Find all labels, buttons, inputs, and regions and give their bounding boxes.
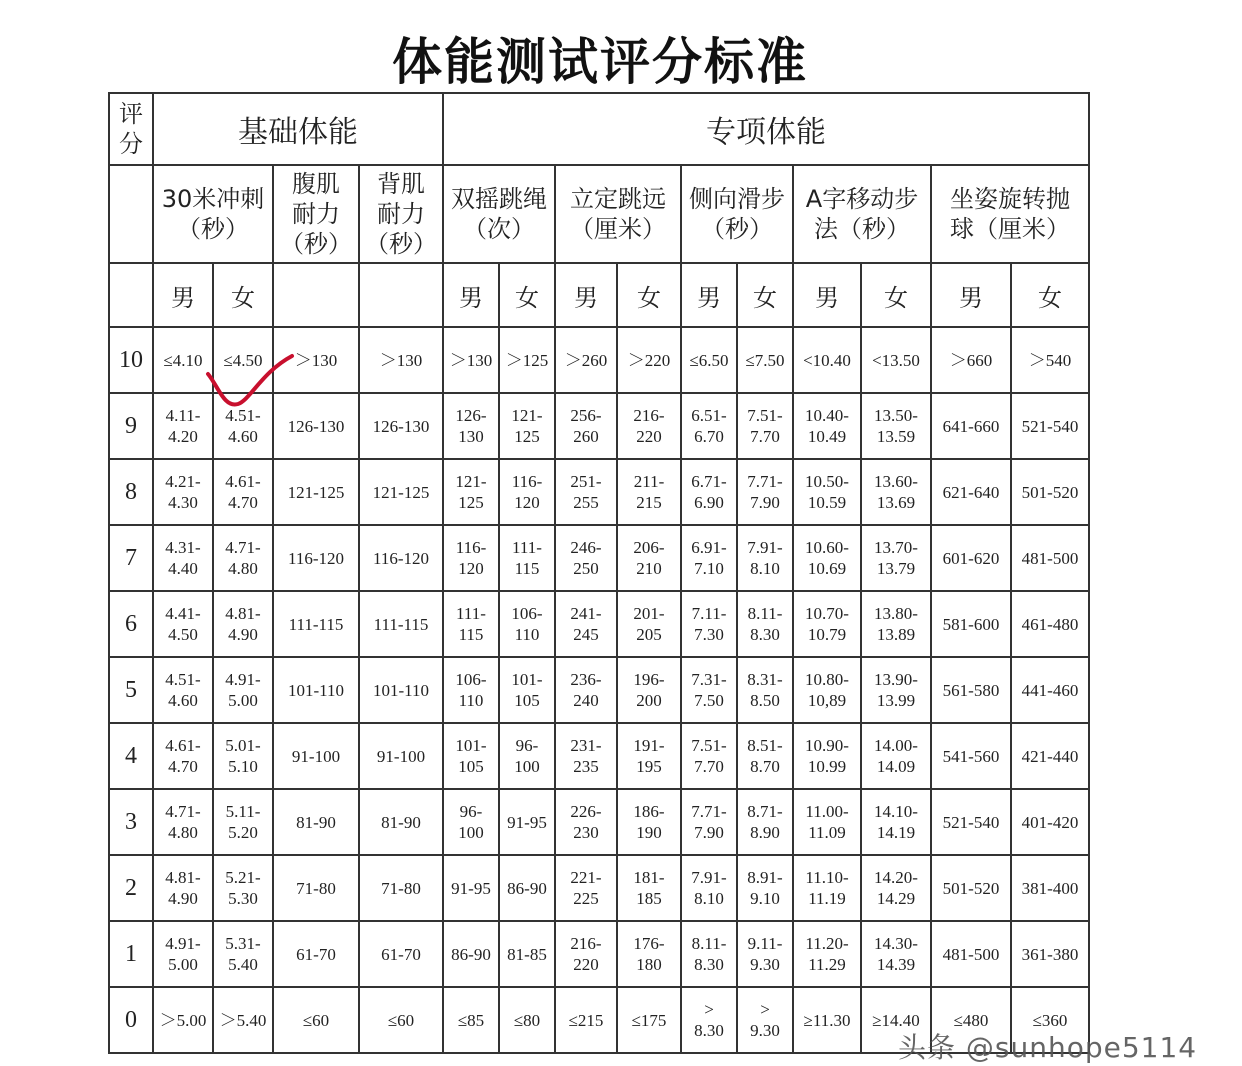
table-cell: 121- 125 bbox=[443, 459, 499, 525]
table-cell: 11.20- 11.29 bbox=[793, 921, 861, 987]
page-title: 体能测试评分标准 bbox=[392, 33, 808, 91]
table-cell: 91-100 bbox=[359, 723, 443, 789]
table-cell: 246- 250 bbox=[555, 525, 617, 591]
table-cell: 226- 230 bbox=[555, 789, 617, 855]
table-cell: ≤4.10 bbox=[153, 327, 213, 393]
score-value: 4 bbox=[109, 723, 153, 789]
table-cell: 7.71- 7.90 bbox=[737, 459, 793, 525]
table-cell: 461-480 bbox=[1011, 591, 1089, 657]
table-row bbox=[109, 525, 1089, 591]
table-cell: 13.90- 13.99 bbox=[861, 657, 931, 723]
table-cell: 71-80 bbox=[359, 855, 443, 921]
score-value: 6 bbox=[109, 591, 153, 657]
table-cell: 206- 210 bbox=[617, 525, 681, 591]
table-cell: 10.50- 10.59 bbox=[793, 459, 861, 525]
table-cell: 236- 240 bbox=[555, 657, 617, 723]
table-cell: 81-90 bbox=[359, 789, 443, 855]
score-value: 0 bbox=[109, 987, 153, 1053]
table-cell: ≤85 bbox=[443, 987, 499, 1053]
table-cell: 221- 225 bbox=[555, 855, 617, 921]
table-cell: 581-600 bbox=[931, 591, 1011, 657]
table-cell: 4.31- 4.40 bbox=[153, 525, 213, 591]
table-cell: 8.11- 8.30 bbox=[681, 921, 737, 987]
sex-female: 女 bbox=[617, 263, 681, 327]
score-header: 评 分 bbox=[109, 93, 153, 165]
table-cell: 10.40- 10.49 bbox=[793, 393, 861, 459]
table-cell: 4.71- 4.80 bbox=[213, 525, 273, 591]
table-cell: 541-560 bbox=[931, 723, 1011, 789]
table-cell: 4.21- 4.30 bbox=[153, 459, 213, 525]
score-value: 10 bbox=[109, 327, 153, 393]
blank-cell bbox=[109, 165, 153, 263]
table-cell: ≤4.50 bbox=[213, 327, 273, 393]
table-cell: ≤60 bbox=[359, 987, 443, 1053]
table-row bbox=[109, 789, 1089, 855]
item-sprint-30m: 30米冲刺 （秒） bbox=[153, 165, 273, 263]
table-cell: ＞130 bbox=[273, 327, 359, 393]
table-cell: 421-440 bbox=[1011, 723, 1089, 789]
table-cell: ＞5.00 bbox=[153, 987, 213, 1053]
table-cell: 7.51- 7.70 bbox=[681, 723, 737, 789]
table-cell: 14.00- 14.09 bbox=[861, 723, 931, 789]
table-cell: 601-620 bbox=[931, 525, 1011, 591]
table-cell: 116- 120 bbox=[443, 525, 499, 591]
table-cell: 101-110 bbox=[273, 657, 359, 723]
table-cell: 126-130 bbox=[273, 393, 359, 459]
table-cell: 176- 180 bbox=[617, 921, 681, 987]
table-cell: 14.30- 14.39 bbox=[861, 921, 931, 987]
table-cell: 361-380 bbox=[1011, 921, 1089, 987]
watermark: 头条 @sunhope5114 bbox=[898, 1031, 1198, 1064]
table-cell: ≤480 bbox=[931, 987, 1011, 1053]
table-cell: ＞220 bbox=[617, 327, 681, 393]
table-cell: 13.70- 13.79 bbox=[861, 525, 931, 591]
table-cell: 10.70- 10.79 bbox=[793, 591, 861, 657]
table-cell: 501-520 bbox=[931, 855, 1011, 921]
table-cell: > 8.30 bbox=[681, 987, 737, 1053]
blank-cell bbox=[273, 263, 359, 327]
table-cell: 6.51- 6.70 bbox=[681, 393, 737, 459]
table-cell: 241- 245 bbox=[555, 591, 617, 657]
table-row bbox=[109, 459, 1089, 525]
table-row bbox=[109, 855, 1089, 921]
table-cell: 7.51- 7.70 bbox=[737, 393, 793, 459]
group-special-header: 专项体能 bbox=[443, 93, 1089, 165]
table-cell: ＞260 bbox=[555, 327, 617, 393]
group-basic-header: 基础体能 bbox=[153, 93, 443, 165]
table-cell: 6.91- 7.10 bbox=[681, 525, 737, 591]
table-cell: 211- 215 bbox=[617, 459, 681, 525]
table-row bbox=[109, 591, 1089, 657]
table-cell: 9.11- 9.30 bbox=[737, 921, 793, 987]
table-cell: 71-80 bbox=[273, 855, 359, 921]
table-cell: 4.81- 4.90 bbox=[213, 591, 273, 657]
table-cell: ＞5.40 bbox=[213, 987, 273, 1053]
table-cell: 111-115 bbox=[359, 591, 443, 657]
table-cell: 521-540 bbox=[1011, 393, 1089, 459]
table-cell: ≤215 bbox=[555, 987, 617, 1053]
table-cell: 621-640 bbox=[931, 459, 1011, 525]
table-cell: 231- 235 bbox=[555, 723, 617, 789]
table-cell: 521-540 bbox=[931, 789, 1011, 855]
sex-female: 女 bbox=[1011, 263, 1089, 327]
table-cell: 5.21- 5.30 bbox=[213, 855, 273, 921]
table-cell: ≤175 bbox=[617, 987, 681, 1053]
score-value: 7 bbox=[109, 525, 153, 591]
table-cell: 11.10- 11.19 bbox=[793, 855, 861, 921]
item-back-endurance: 背肌 耐力 （秒） bbox=[359, 165, 443, 263]
table-cell: 8.91- 9.10 bbox=[737, 855, 793, 921]
table-cell: 381-400 bbox=[1011, 855, 1089, 921]
score-value: 3 bbox=[109, 789, 153, 855]
table-cell: 101-110 bbox=[359, 657, 443, 723]
table-cell: 13.80- 13.89 bbox=[861, 591, 931, 657]
table-cell: 4.61- 4.70 bbox=[153, 723, 213, 789]
blank-cell bbox=[109, 263, 153, 327]
table-cell: > 9.30 bbox=[737, 987, 793, 1053]
item-standing-jump: 立定跳远 （厘米） bbox=[555, 165, 681, 263]
table-cell: 4.91- 5.00 bbox=[213, 657, 273, 723]
table-cell: 10.90- 10.99 bbox=[793, 723, 861, 789]
table-cell: 121- 125 bbox=[499, 393, 555, 459]
sex-male: 男 bbox=[153, 263, 213, 327]
table-cell: 4.11- 4.20 bbox=[153, 393, 213, 459]
table-cell: 7.31- 7.50 bbox=[681, 657, 737, 723]
table-cell: 401-420 bbox=[1011, 789, 1089, 855]
item-side-shuffle: 侧向滑步 （秒） bbox=[681, 165, 793, 263]
table-cell: ≥11.30 bbox=[793, 987, 861, 1053]
table-cell: 481-500 bbox=[931, 921, 1011, 987]
table-cell: 256- 260 bbox=[555, 393, 617, 459]
table-cell: 10.80- 10,89 bbox=[793, 657, 861, 723]
table-cell: ≤60 bbox=[273, 987, 359, 1053]
table-cell: ≤7.50 bbox=[737, 327, 793, 393]
table-cell: 196- 200 bbox=[617, 657, 681, 723]
table-cell: 216- 220 bbox=[617, 393, 681, 459]
table-cell: 5.01- 5.10 bbox=[213, 723, 273, 789]
table-cell: 7.91- 8.10 bbox=[681, 855, 737, 921]
table-cell: 7.91- 8.10 bbox=[737, 525, 793, 591]
table-cell: 501-520 bbox=[1011, 459, 1089, 525]
table-cell: 116- 120 bbox=[499, 459, 555, 525]
table-cell: 96- 100 bbox=[499, 723, 555, 789]
table-cell: 86-90 bbox=[443, 921, 499, 987]
table-cell: ＞130 bbox=[443, 327, 499, 393]
table-cell: 61-70 bbox=[359, 921, 443, 987]
table-cell: 111- 115 bbox=[499, 525, 555, 591]
table-cell: 4.61- 4.70 bbox=[213, 459, 273, 525]
table-cell: ＞130 bbox=[359, 327, 443, 393]
table-cell: <10.40 bbox=[793, 327, 861, 393]
table-row bbox=[109, 657, 1089, 723]
table-cell: 14.10- 14.19 bbox=[861, 789, 931, 855]
table-cell: 8.51- 8.70 bbox=[737, 723, 793, 789]
table-cell: 191- 195 bbox=[617, 723, 681, 789]
table-cell: 8.71- 8.90 bbox=[737, 789, 793, 855]
score-value: 9 bbox=[109, 393, 153, 459]
table-row bbox=[109, 723, 1089, 789]
sex-male: 男 bbox=[443, 263, 499, 327]
blank-cell bbox=[359, 263, 443, 327]
table-cell: 111-115 bbox=[273, 591, 359, 657]
table-cell: 186- 190 bbox=[617, 789, 681, 855]
table-cell: 61-70 bbox=[273, 921, 359, 987]
sex-male: 男 bbox=[555, 263, 617, 327]
sex-male: 男 bbox=[793, 263, 861, 327]
table-cell: 4.51- 4.60 bbox=[153, 657, 213, 723]
table-cell: 121-125 bbox=[273, 459, 359, 525]
table-cell: 13.60- 13.69 bbox=[861, 459, 931, 525]
table-cell: 561-580 bbox=[931, 657, 1011, 723]
table-cell: 106- 110 bbox=[499, 591, 555, 657]
table-cell: 111- 115 bbox=[443, 591, 499, 657]
sex-male: 男 bbox=[681, 263, 737, 327]
table-cell: 441-460 bbox=[1011, 657, 1089, 723]
table-cell: ≤80 bbox=[499, 987, 555, 1053]
score-table bbox=[108, 92, 1090, 1054]
table-cell: 5.11- 5.20 bbox=[213, 789, 273, 855]
table-cell: 13.50- 13.59 bbox=[861, 393, 931, 459]
table-cell: 14.20- 14.29 bbox=[861, 855, 931, 921]
item-seated-throw: 坐姿旋转抛 球（厘米） bbox=[931, 165, 1089, 263]
sex-female: 女 bbox=[499, 263, 555, 327]
table-cell: 4.41- 4.50 bbox=[153, 591, 213, 657]
table-row bbox=[109, 921, 1089, 987]
table-cell: 201- 205 bbox=[617, 591, 681, 657]
table-cell: 8.11- 8.30 bbox=[737, 591, 793, 657]
table-cell: 126-130 bbox=[359, 393, 443, 459]
table-cell: 116-120 bbox=[273, 525, 359, 591]
table-cell: ＞540 bbox=[1011, 327, 1089, 393]
score-value: 1 bbox=[109, 921, 153, 987]
table-cell: 106- 110 bbox=[443, 657, 499, 723]
score-value: 5 bbox=[109, 657, 153, 723]
table-cell: 101- 105 bbox=[499, 657, 555, 723]
table-cell: 91-95 bbox=[499, 789, 555, 855]
item-double-under: 双摇跳绳 （次） bbox=[443, 165, 555, 263]
sex-female: 女 bbox=[737, 263, 793, 327]
table-cell: 91-95 bbox=[443, 855, 499, 921]
table-cell: 641-660 bbox=[931, 393, 1011, 459]
table-cell: 81-90 bbox=[273, 789, 359, 855]
table-cell: 8.31- 8.50 bbox=[737, 657, 793, 723]
table-cell: 4.91- 5.00 bbox=[153, 921, 213, 987]
table-cell: ＞125 bbox=[499, 327, 555, 393]
sex-male: 男 bbox=[931, 263, 1011, 327]
table-cell: 86-90 bbox=[499, 855, 555, 921]
item-ab-endurance: 腹肌 耐力 （秒） bbox=[273, 165, 359, 263]
table-cell: <13.50 bbox=[861, 327, 931, 393]
table-cell: 481-500 bbox=[1011, 525, 1089, 591]
table-cell: ≤360 bbox=[1011, 987, 1089, 1053]
sex-female: 女 bbox=[213, 263, 273, 327]
table-cell: 4.71- 4.80 bbox=[153, 789, 213, 855]
item-a-step: A字移动步 法（秒） bbox=[793, 165, 931, 263]
table-cell: 7.11- 7.30 bbox=[681, 591, 737, 657]
table-cell: 6.71- 6.90 bbox=[681, 459, 737, 525]
table-cell: 91-100 bbox=[273, 723, 359, 789]
table-cell: 121-125 bbox=[359, 459, 443, 525]
table-cell: 101- 105 bbox=[443, 723, 499, 789]
sex-female: 女 bbox=[861, 263, 931, 327]
table-cell: ≤6.50 bbox=[681, 327, 737, 393]
red-check-mark-icon bbox=[200, 352, 300, 412]
table-cell: 5.31- 5.40 bbox=[213, 921, 273, 987]
table-cell: 10.60- 10.69 bbox=[793, 525, 861, 591]
table-cell: 116-120 bbox=[359, 525, 443, 591]
table-cell: 81-85 bbox=[499, 921, 555, 987]
table-cell: 96- 100 bbox=[443, 789, 499, 855]
table-cell: 181- 185 bbox=[617, 855, 681, 921]
table-cell: ≥14.40 bbox=[861, 987, 931, 1053]
table-cell: ＞660 bbox=[931, 327, 1011, 393]
table-cell: 4.81- 4.90 bbox=[153, 855, 213, 921]
table-cell: 11.00- 11.09 bbox=[793, 789, 861, 855]
table-cell: 7.71- 7.90 bbox=[681, 789, 737, 855]
table-cell: 126- 130 bbox=[443, 393, 499, 459]
score-value: 8 bbox=[109, 459, 153, 525]
table-cell: 251- 255 bbox=[555, 459, 617, 525]
table-cell: 216- 220 bbox=[555, 921, 617, 987]
table-cell: 4.51- 4.60 bbox=[213, 393, 273, 459]
score-value: 2 bbox=[109, 855, 153, 921]
